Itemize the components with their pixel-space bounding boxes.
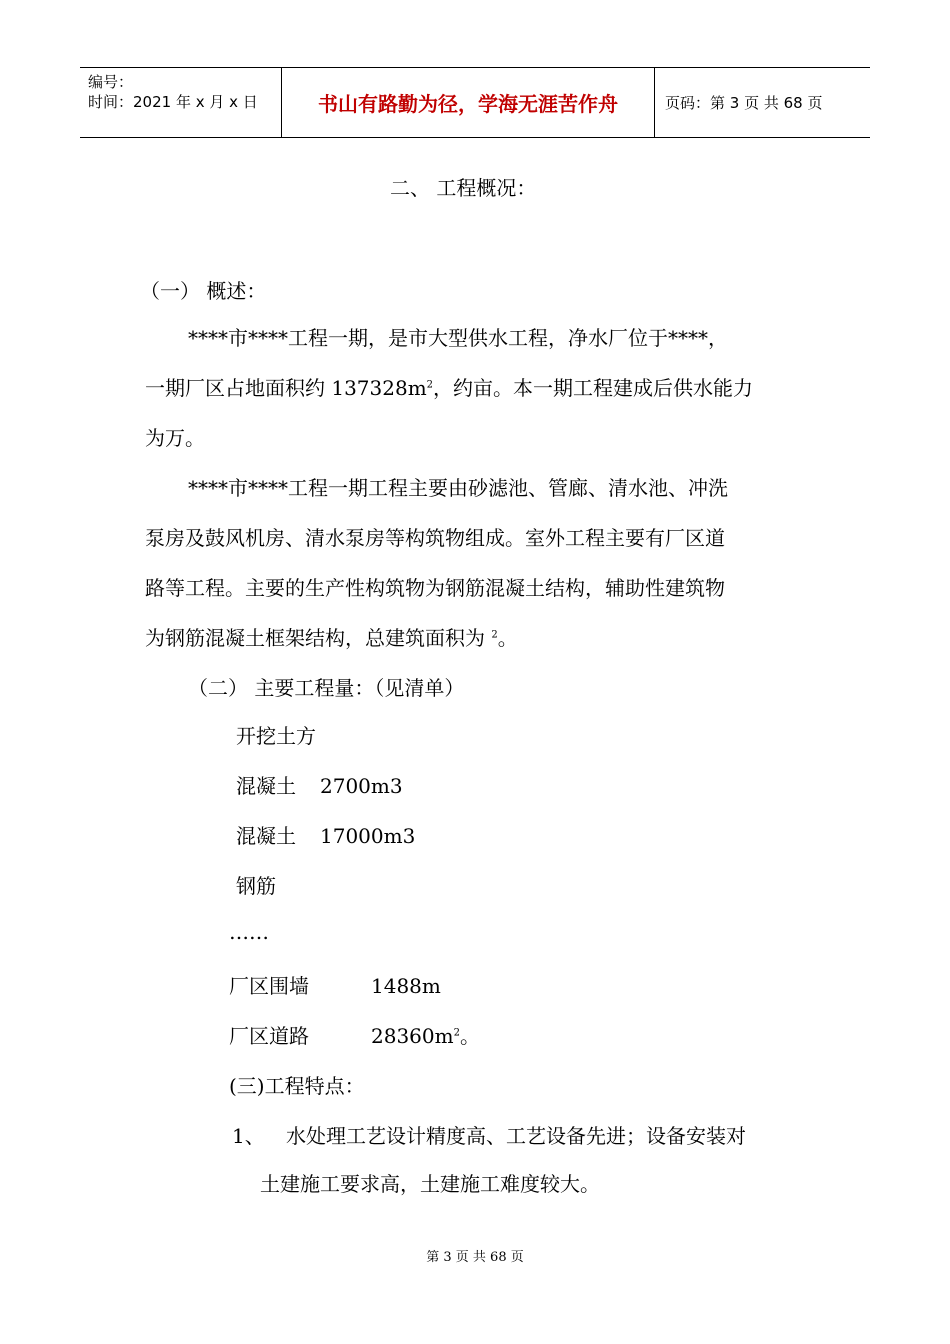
feature-item-number: 1、 — [232, 1124, 265, 1148]
feature-item-line: 土建施工要求高，土建施工难度较大。 — [260, 1172, 600, 1196]
paragraph-line: ****市****工程一期工程主要由砂滤池、管廊、清水池、冲洗 — [188, 476, 728, 500]
area-text-rest: ，约亩。本一期工程建成后供水能力 — [433, 376, 754, 400]
quantity-name: 钢筋 — [236, 874, 276, 898]
paragraph-line: 为万。 — [145, 426, 205, 450]
quantity-value-rest: 。 — [459, 1024, 480, 1048]
quantity-value: 28360m — [371, 1024, 454, 1048]
paragraph-line — [145, 622, 518, 651]
total-area-rest: 。 — [497, 626, 518, 650]
quantity-name: 开挖土方 — [236, 724, 316, 748]
quantity-name: 厂区围墙 — [229, 974, 309, 998]
quantity-item — [229, 1020, 480, 1049]
header-number-label: 编号： — [88, 73, 134, 91]
section-title: 二、 工程概况： — [390, 176, 537, 200]
page-footer: 第 3 页 共 68 页 — [426, 1250, 524, 1265]
quantity-item — [236, 820, 415, 849]
sub2-heading: （二） 主要工程量：（见清单） — [188, 676, 465, 700]
superscript: 2 — [491, 629, 498, 641]
quantity-name: 厂区道路 — [229, 1024, 309, 1048]
header-time-label: 时间：2021 年 x 月 x 日 — [88, 93, 258, 111]
quantity-value: 17000m3 — [320, 824, 416, 848]
quantity-name: 混凝土 — [236, 824, 296, 848]
quantity-item — [236, 720, 316, 749]
paragraph-line: 泵房及鼓风机房、清水泵房等构筑物组成。室外工程主要有厂区道 — [145, 526, 725, 550]
feature-item-line: 水处理工艺设计精度高、工艺设备先进；设备安装对 — [286, 1124, 746, 1148]
paragraph-line — [145, 372, 753, 401]
superscript: 2 — [453, 1027, 460, 1039]
quantity-value: 1488m — [371, 974, 441, 998]
quantity-item — [236, 870, 276, 899]
quantity-value: 2700m3 — [320, 774, 403, 798]
superscript: 2 — [426, 379, 434, 391]
sub3-heading: (三)工程特点： — [229, 1074, 365, 1098]
paragraph-line: ****市****工程一期，是市大型供水工程，净水厂位于****， — [188, 326, 728, 350]
quantity-item — [229, 970, 441, 999]
quantity-item — [236, 770, 403, 799]
area-text: 一期厂区占地面积约 137328m — [145, 376, 427, 400]
page-header — [80, 67, 870, 138]
paragraph-line: 路等工程。主要的生产性构筑物为钢筋混凝土结构，辅助性建筑物 — [145, 576, 725, 600]
header-page-label: 页码：第 3 页 共 68 页 — [665, 94, 823, 112]
quantity-name: 混凝土 — [236, 774, 296, 798]
sub1-heading: （一） 概述： — [140, 279, 267, 303]
header-motto: 书山有路勤为径，学海无涯苦作舟 — [282, 68, 655, 137]
total-area-text: 为钢筋混凝土框架结构，总建筑面积为 — [145, 626, 492, 650]
ellipsis: …… — [229, 920, 269, 944]
header-meta — [80, 68, 282, 137]
